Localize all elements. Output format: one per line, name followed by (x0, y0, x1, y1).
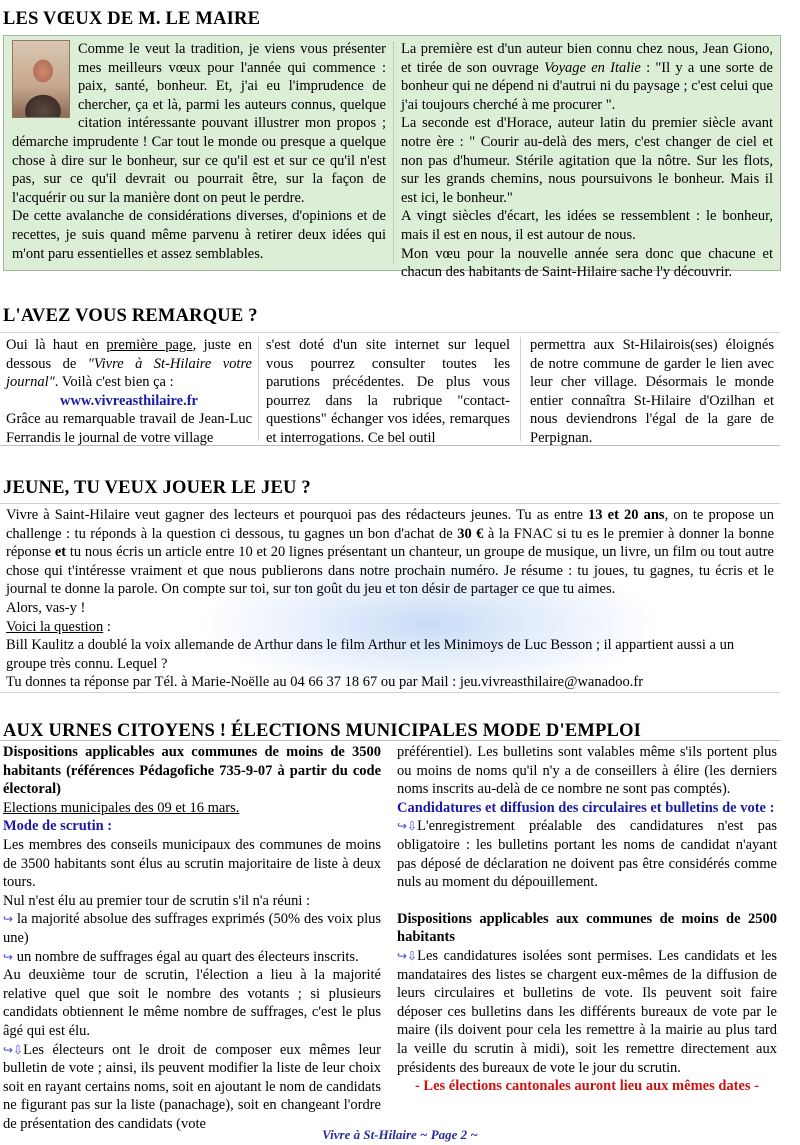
section-title-remarque: L'AVEZ VOUS REMARQUE ? (3, 306, 258, 326)
jeu-paragraph: Vivre à Saint-Hilaire veut gagner des lecteurs et pourquoi pas des rédacteurs jeunes. Tu as entre 13 et 20 ans, on te propose un challenge : tu réponds à la question ci dessous, tu gagnes un bon d'achat de 30 € à la FNAC si tu es le premier à donner la bonne réponse et tu nous écris un article entre 10 et 20 lignes présentant un chanteur, un groupe de musique, un livre, un film ou tout autre chose qui t'intéresse vraiment et que nous publierons dans notre prochain numéro. Je résume : tu joues, tu gagnes, tu écris et le journal te donne la parole. On compte sur toi, sur ton goût du jeu et ton désir de partager ce que tu aimes. (6, 507, 775, 598)
website-link[interactable]: www.vivreasthilaire.fr (60, 392, 198, 409)
urnes-left-column: Dispositions applicables aux communes de moins de 3500 habitants (références Pédagofiche 735-9-07 à partir du code électoral) Elections municipales des 09 et 16 mars. Mode de scrutin : Les membres des conseils municipaux des communes de moins de 3500 habitants sont élus au scrutin majoritaire de liste à deux tours. Nul n'est élu au premier tour de scrutin s'il n'a réuni : ↪ la majorité absolue des suffrages exprimés (50% des voix plus une) ↪ un nombre de suffrages égal au quart des électeurs inscrits. Au deuxième tour de scrutin, l'élection a lieu à la majorité relative quel que soit le nombre des votants ; si plusieurs candidats obtiennent le même nombre de suffrages, c'est le plus âgé qui est élu. ↪⇩Les électeurs ont le droit de composer eux mêmes leur bulletin de vote ; ainsi, ils peuvent modifier la liste de leur choix soit en rayant certains noms, soit en ajoutant le nom de candidats ne figurant pas sur la liste (panachage), soit en changeant l'ordre de présentation des candidats (vote (3, 744, 381, 1132)
voeux-paragraph: De cette avalanche de considérations diverses, d'opinions et de recettes, je suis quand même parvenu à retirer deux idées qui m'ont paru essentielles et assez semblables. (12, 208, 386, 262)
remarque-column-1: Oui là haut en première page, juste en dessous de "Vivre à St-Hilaire votre journal". Voilà c'est bien ça : www.vivreasthilaire.fr Grâce au remarquable travail de Jean-Luc Ferrandis le journal de votre village (6, 337, 252, 446)
first-page-link: première page (106, 337, 193, 353)
voeux-paragraph: Comme le veut la tradition, je viens vous présenter mes meilleurs vœux pour l'année qui commence : paix, santé, bonheur. Et, j'ai eu l'imprudence de chercher, ça et là, parmi les auteurs connus, quelque citation intéressante pouvant illustrer mon propos ; démarche imprudente ! Car tout le monde ou presque a quelque chose à dire sur le bonheur, sur ce qu'il est et sur ce qu'il n'est pas, sur ce qu'il devrait ou pourrait être, sur la façon de l'acquérir ou sur la manière dont on peut le perdre. (12, 41, 386, 206)
urnes-right-column: préférentiel). Les bulletins sont valables même s'ils portent plus ou moins de noms qu'il n'y a de conseillers à élire (les derniers noms inscrits au-delà de ce nombre ne sont pas comptés). Candidatures et diffusion des circulaires et bulletins de vote : ↪⇩L'enregistrement préalable des candidatures n'est pas obligatoire : les bulletins portant les noms de candidat n'ayant pas déposé de déclaration ne doivent pas être considérés comme nuls au moment du dépouillement. Dispositions applicables aux communes de moins de 2500 habitants ↪⇩Les candidatures isolées sont permises. Les candidats et les mandataires des listes se chargent eux-mêmes de la diffusion de leurs circulaires et bulletins de vote. Ils peuvent soit faire déposer ces bulletins dans les différents bureaux de vote par le maire (ils doivent pour cela les remettre à la mairie au plus tard la veille du scrutin à midi), soit les remettre directement aux présidents des bureaux de vote le jour du scrutin. - Les élections cantonales auront lieu aux mêmes dates - (397, 744, 777, 1095)
urnes-heading: Dispositions applicables aux communes de moins de 2500 habitants (397, 910, 777, 946)
column-divider (393, 42, 394, 264)
arrow-hook-icon: ↪ (3, 949, 14, 964)
voeux-right-column (401, 40, 773, 282)
arrow-hook-icon: ↪⇩ (3, 1042, 24, 1057)
mayor-photo (12, 40, 70, 118)
arrow-hook-icon: ↪⇩ (397, 948, 418, 963)
remarque-column-2: s'est doté d'un site internet sur lequel vous pourrez consulter toutes les parutions précédentes. De plus vous pourrez dans la rubrique "contact-questions" échanger vos idées, remarques et interrogations. Ce bel outil (266, 337, 510, 446)
voeux-paragraph: Mon vœu pour la nouvelle année sera donc que chacune et chacun des habitants de Saint-Hilaire sache l'y découvrir. (401, 245, 773, 281)
urnes-dates: Elections municipales des 09 et 16 mars. (3, 799, 240, 816)
column-divider (258, 337, 259, 441)
voeux-paragraph: A vingt siècles d'écart, les idées se ressemblent : le bonheur, mais il est en nous, il est autour de nous. (401, 208, 773, 243)
urnes-subheading: Mode de scrutin : (3, 818, 113, 835)
voeux-box (3, 35, 781, 281)
urnes-heading: Dispositions applicables aux communes de moins de 3500 habitants (références Pédagofiche 735-9-07 à partir du code électoral) (3, 744, 381, 798)
voeux-paragraph: La seconde est d'Horace, auteur latin du premier siècle avant notre ère : " Courir au-delà des mers, c'est changer de ciel et non pas d'humeur. Stérile agitation que la nôtre. Sur les flots, sur les grands chemins, nous poursuivons le bonheur. Mais il est ici, le bonheur." (401, 115, 773, 206)
voeux-paragraph: La première est d'un auteur bien connu chez nous, Jean Giono, et tirée de son ouvrage Voyage en Italie : "Il y a une sorte de bonheur qui ne dépend ni d'autrui ni du paysage ; c'est celui que j'ai toujours cherché à me procurer ". (401, 41, 773, 113)
urnes-subheading: Candidatures et diffusion des circulaires et bulletins de vote : (397, 799, 775, 816)
jeu-question-label: Voici la question : (6, 618, 111, 635)
section-rule (0, 740, 780, 741)
remarque-column-3: permettra aux St-Hilairois(ses) éloignés de notre commune de garder le lien avec leur cher village. Désormais le monde entier connaîtra St-Hilaire d'Ozilhan et nous deviendrons l'égal de la gare de Perpignan. (530, 337, 774, 446)
column-divider (520, 337, 521, 441)
jeu-question: Bill Kaulitz a doublé la voix allemande de Arthur dans le film Arthur et les Minimoys de Luc Besson ; il appartient aussi a un groupe très connu. Lequel ? (6, 637, 735, 672)
voeux-left-column (12, 40, 386, 263)
cantonales-notice: - Les élections cantonales auront lieu aux mêmes dates - (414, 1078, 760, 1095)
arrow-hook-icon: ↪⇩ (397, 819, 418, 834)
jeu-paragraph: Alors, vas-y ! (6, 599, 86, 616)
jeu-text (6, 506, 774, 692)
jeu-contact: Tu donnes ta réponse par Tél. à Marie-Noëlle au 04 66 37 18 67 ou par Mail : jeu.vivreasthilaire@wanadoo.fr (6, 674, 644, 691)
page-footer: Vivre à St-Hilaire ~ Page 2 ~ (322, 1127, 478, 1142)
jeu-box (0, 503, 780, 693)
remarque-box (0, 332, 780, 446)
arrow-hook-icon: ↪ (3, 912, 14, 927)
section-title-jeu: JEUNE, TU VEUX JOUER LE JEU ? (3, 478, 311, 498)
section-title-urnes: AUX URNES CITOYENS ! ÉLECTIONS MUNICIPALES MODE D'EMPLOI (3, 721, 642, 741)
section-title-voeux: LES VŒUX DE M. LE MAIRE (3, 9, 261, 29)
